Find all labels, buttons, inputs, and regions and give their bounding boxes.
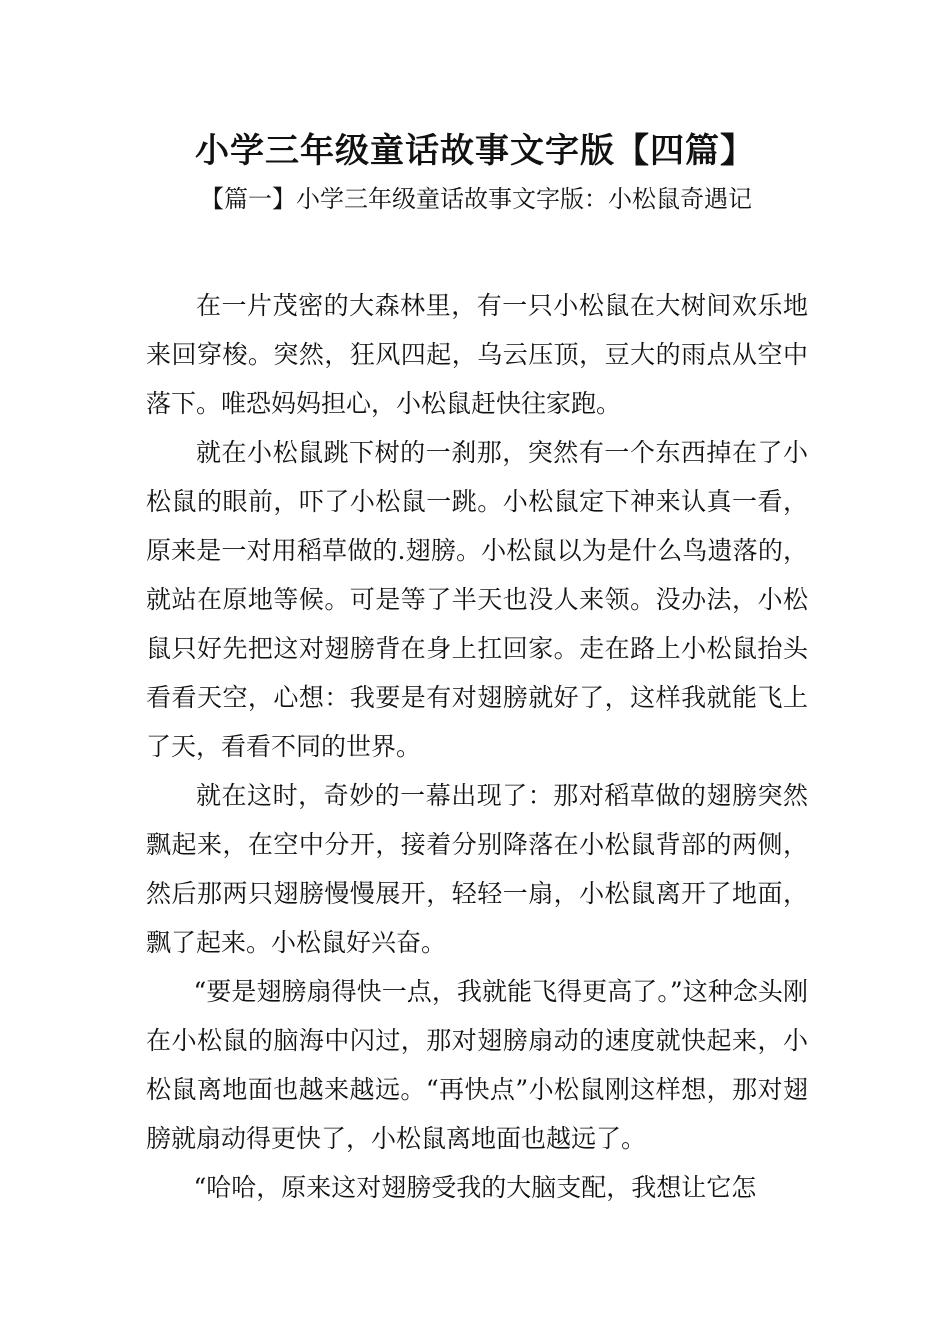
story-paragraph: 就在这时，奇妙的一幕出现了：那对稻草做的翅膀突然飘起来，在空中分开，接着分别降落在小松鼠背部的两侧，然后那两只翅膀慢慢展开，轻轻一扇，小松鼠离开了地面，飘了起来。小松鼠好兴奋。 bbox=[146, 781, 808, 957]
document-title: 小学三年级童话故事文字版【四篇】 bbox=[195, 131, 755, 171]
story-paragraph: 在一片茂密的大森林里，有一只小松鼠在大树间欢乐地来回穿梭。突然，狂风四起，乌云压顶，豆大的雨点从空中落下。唯恐妈妈担心，小松鼠赶快往家跑。 bbox=[146, 291, 808, 418]
story-paragraph: 就在小松鼠跳下树的一刹那，突然有一个东西掉在了小松鼠的眼前，吓了小松鼠一跳。小松鼠定下神来认真一看，原来是一对用稻草做的.翅膀。小松鼠以为是什么鸟遗落的，就站在原地等候。可是等了半天也没人来领。没办法，小松鼠只好先把这对翅膀背在身上扛回家。走在路上小松鼠抬头看看天空，心想：我要是有对翅膀就好了，这样我就能飞上了天，看看不同的世界。 bbox=[146, 438, 808, 761]
section-subtitle: 【篇一】小学三年级童话故事文字版：小松鼠奇遇记 bbox=[200, 185, 752, 213]
story-paragraph: “要是翅膀扇得快一点，我就能飞得更高了。”这种念头刚在小松鼠的脑海中闪过，那对翅膀扇动的速度就快起来，小松鼠离地面也越来越远。“再快点”小松鼠刚这样想，那对翅膀就扇动得更快了，小松鼠离地面也越远了。 bbox=[146, 977, 808, 1153]
story-body bbox=[146, 281, 808, 1212]
story-paragraph: “哈哈，原来这对翅膀受我的大脑支配，我想让它怎 bbox=[193, 1173, 757, 1202]
